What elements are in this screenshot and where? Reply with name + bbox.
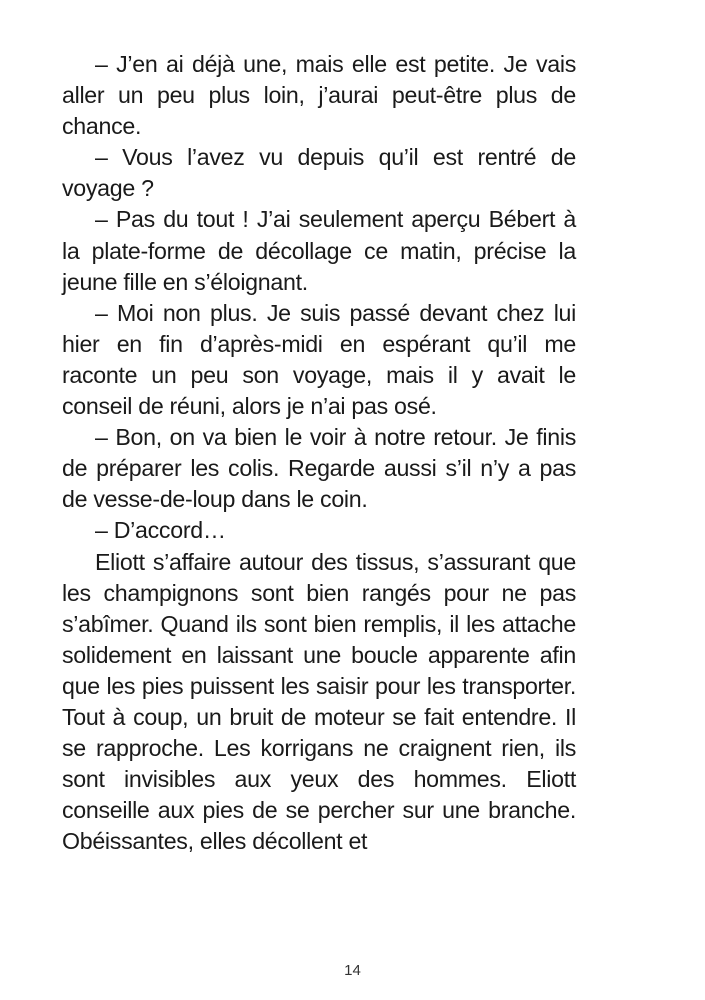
page-number: 14 [344, 962, 361, 979]
paragraph: – D’accord… [95, 517, 226, 544]
paragraph: – Pas du tout ! J’ai seulement aperçu Bébert à la plate-forme de décollage ce matin, précise la jeune fille en s’éloignant. [62, 206, 576, 295]
paragraph: – Moi non plus. Je suis passé devant chez lui hier en fin d’après-midi en espérant qu’il me raconte un peu son voyage, mais il y avait le conseil de réuni, alors je n’ai pas osé. [62, 299, 576, 420]
paragraph: – J’en ai déjà une, mais elle est petite. Je vais aller un peu plus loin, j’aurai peut-être plus de chance. [62, 51, 576, 140]
paragraph: Eliott s’affaire autour des tissus, s’assurant que les champignons sont bien rangés pour ne pas s’abîmer. Quand ils sont bien remplis, il les attache solidement en laissant une boucle apparente afin que les pies puissent les saisir pour les transporter. Tout à coup, un bruit de moteur se fait entendre. Il se rapproche. Les korrigans ne craignent rien, ils sont invisibles aux yeux des hommes. Eliott conseille aux pies de se percher sur une branche. Obéissantes, elles décollent et [62, 548, 576, 855]
paragraph: – Bon, on va bien le voir à notre retour. Je finis de préparer les colis. Regarde aussi s’il n’y a pas de vesse-de-loup dans le coin. [62, 424, 576, 513]
body-text [62, 49, 576, 857]
paragraph: – Vous l’avez vu depuis qu’il est rentré de voyage ? [62, 144, 576, 202]
